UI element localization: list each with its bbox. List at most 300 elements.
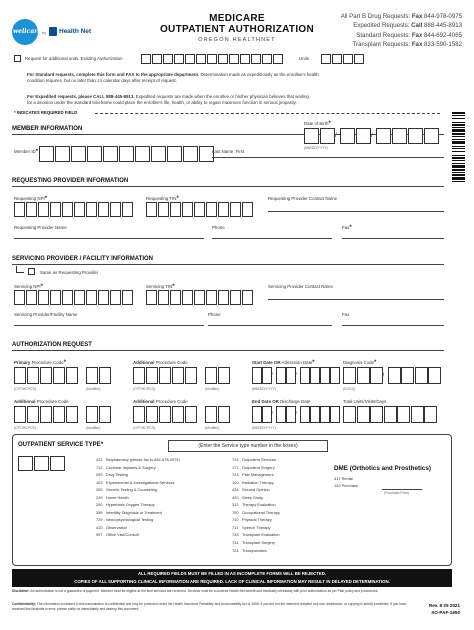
requesting-contact-label: Requesting Provider Contact Name — [268, 196, 338, 201]
input-box[interactable] — [167, 146, 182, 162]
input-box[interactable] — [310, 406, 320, 423]
service-code: 249 — [96, 494, 103, 500]
input-box[interactable] — [388, 367, 401, 384]
end-date-label: End Date OR Discharge Date — [252, 399, 311, 404]
input-box[interactable] — [230, 202, 241, 217]
service-code: 100 — [232, 479, 239, 485]
service-type-item — [232, 456, 280, 464]
input-box[interactable] — [376, 128, 391, 144]
service-label: Transplant Evaluation — [242, 532, 280, 538]
input-box[interactable] — [66, 367, 78, 384]
servicing-phone-line[interactable] — [208, 325, 332, 326]
service-code: 710 — [232, 517, 239, 523]
service-type-column-2 — [232, 456, 280, 554]
input-box[interactable] — [240, 54, 250, 64]
barcode-bar — [452, 133, 465, 135]
separator-slash: / — [371, 133, 373, 139]
disclaimer: Disclaimer: An authorization is not a guarantee of payment. Member must be eligible at the time services are rendered. Services must be a covered Health Net benefit and medically necessary with prior authorization as per Plan policy and procedures. — [12, 589, 379, 593]
service-type-title: OUTPATIENT SERVICE TYPE* — [18, 442, 104, 448]
requesting-underline — [12, 186, 444, 187]
service-code: 723 — [232, 472, 239, 478]
additional-procedure-label-3: Additional Procedure Code — [133, 399, 188, 404]
service-type-item — [96, 501, 180, 509]
service-label: Home Health — [106, 494, 129, 500]
service-code: 428 — [232, 487, 239, 493]
input-box[interactable] — [14, 202, 25, 217]
service-label: Office Visit/Consult — [106, 532, 139, 538]
input-box[interactable] — [304, 128, 319, 144]
input-box[interactable] — [152, 54, 162, 64]
input-box[interactable] — [38, 202, 49, 217]
total-units-label: Total Units/Visits/Days — [343, 399, 387, 404]
input-box[interactable] — [330, 406, 340, 423]
servicing-underline — [12, 264, 444, 265]
input-box[interactable] — [205, 406, 217, 423]
service-code: 422 — [96, 457, 103, 462]
input-box[interactable] — [159, 367, 171, 384]
input-box[interactable] — [34, 456, 49, 471]
service-code: 420 — [232, 494, 239, 500]
input-box[interactable] — [172, 367, 184, 384]
input-box[interactable] — [151, 146, 166, 162]
service-type-item — [96, 524, 180, 532]
hint-cpt-4: (CPT/HCPCS) — [133, 426, 155, 430]
input-box[interactable] — [194, 290, 205, 305]
logo-by: by — [42, 30, 47, 35]
service-label: Second Opinion — [242, 487, 270, 493]
input-box[interactable] — [87, 146, 102, 162]
separator-slash: / — [335, 133, 337, 139]
input-box[interactable] — [300, 406, 310, 423]
title-medicare: MEDICARE — [209, 13, 265, 24]
input-box[interactable] — [384, 406, 397, 423]
input-box[interactable] — [71, 146, 86, 162]
service-type-item — [232, 479, 280, 487]
service-label: Physical Therapy — [242, 517, 272, 523]
input-box[interactable] — [276, 406, 286, 423]
input-box[interactable] — [415, 367, 428, 384]
input-box[interactable] — [110, 290, 121, 305]
input-box[interactable] — [133, 406, 145, 423]
input-box[interactable] — [14, 406, 26, 423]
auth-underline — [12, 350, 444, 351]
input-box[interactable] — [428, 367, 441, 384]
input-box[interactable] — [38, 290, 49, 305]
input-box[interactable] — [98, 202, 109, 217]
requesting-contact-line[interactable] — [268, 211, 444, 212]
service-type-item — [232, 501, 280, 509]
input-box[interactable] — [183, 146, 198, 162]
servicing-contact-line[interactable] — [268, 299, 444, 300]
barcode-bar — [452, 169, 465, 171]
additional-procedure-label-1: Additional Procedure Code — [133, 360, 188, 365]
input-box[interactable] — [252, 367, 262, 384]
barcode-bar — [452, 160, 465, 161]
input-box[interactable] — [207, 54, 217, 64]
service-code: 729 — [96, 517, 103, 523]
additional-procedure-label-2: Additional Procedure Code — [14, 399, 69, 404]
barcode — [452, 112, 465, 212]
additional-units-label: Request for additional units. Existing Authorization — [25, 56, 123, 61]
input-box[interactable] — [158, 290, 169, 305]
input-box[interactable] — [163, 54, 173, 64]
input-box[interactable] — [86, 202, 97, 217]
corner-arrow-icon — [16, 266, 24, 273]
input-box[interactable] — [230, 290, 241, 305]
separator-slash: / — [295, 372, 297, 379]
barcode-bar — [452, 124, 465, 126]
input-box[interactable] — [133, 367, 145, 384]
contact-list — [341, 12, 462, 50]
form-title — [157, 13, 317, 43]
input-box[interactable] — [103, 146, 118, 162]
last-first-label: Last Name, First — [212, 149, 245, 154]
barcode-bar — [452, 122, 465, 123]
separator-slash: / — [295, 411, 297, 418]
barcode-bar — [452, 139, 465, 140]
service-label: Cochlear Implants & Surgery — [106, 464, 156, 470]
service-label: Sleep Study — [242, 494, 263, 500]
service-type-item — [232, 531, 280, 539]
service-type-item — [96, 479, 180, 487]
requesting-section-title: REQUESTING PROVIDER INFORMATION — [12, 178, 129, 184]
input-box[interactable] — [194, 202, 205, 217]
service-label: Drug Testing — [106, 472, 128, 478]
service-type-item — [96, 471, 180, 479]
input-box[interactable] — [50, 202, 61, 217]
service-code: 724 — [232, 457, 239, 462]
input-box[interactable] — [146, 367, 158, 384]
input-box[interactable] — [320, 406, 330, 423]
input-box[interactable] — [40, 406, 52, 423]
service-code: 410 — [96, 524, 103, 530]
input-box[interactable] — [300, 367, 310, 384]
input-box[interactable] — [252, 406, 262, 423]
input-box[interactable] — [62, 290, 73, 305]
service-type-item — [96, 464, 180, 472]
input-box[interactable] — [170, 290, 181, 305]
service-code: 733 — [232, 532, 239, 538]
service-type-item — [96, 531, 180, 539]
input-box[interactable] — [50, 456, 65, 471]
input-box[interactable] — [14, 290, 25, 305]
service-label: Hyperbaric Oxygen Therapy — [106, 502, 155, 508]
barcode-bar — [452, 136, 465, 137]
member-name-line[interactable] — [212, 157, 444, 158]
input-box[interactable] — [273, 54, 283, 64]
input-box[interactable] — [146, 202, 157, 217]
service-label: Radiation Therapy — [242, 479, 274, 485]
input-box[interactable] — [170, 202, 181, 217]
servicing-fax-label: Fax — [342, 312, 350, 317]
hint-cpt-1: (CPT/HCPCS) — [14, 387, 36, 391]
contact-partb: All Part B Drug Requests: Fax 844-978-0975 — [340, 13, 462, 20]
input-box[interactable] — [110, 202, 121, 217]
input-box[interactable] — [397, 406, 410, 423]
barcode-bar — [452, 146, 465, 147]
input-box[interactable] — [218, 290, 229, 305]
input-box[interactable] — [321, 54, 331, 64]
service-label: Observation — [106, 524, 127, 530]
input-box[interactable] — [424, 128, 439, 144]
input-box[interactable] — [262, 54, 272, 64]
input-box[interactable] — [50, 290, 61, 305]
member-section-title: MEMBER INFORMATION — [12, 126, 83, 132]
service-label: Genetic Testing & Counseling — [106, 487, 157, 493]
input-box[interactable] — [408, 128, 423, 144]
hint-date-1: (MM/DD/YYYY) — [252, 387, 276, 391]
service-type-item — [232, 516, 280, 524]
input-box[interactable] — [62, 202, 73, 217]
dme-title: DME (Orthotics and Prosthetics) — [334, 465, 431, 472]
service-type-item — [232, 539, 280, 547]
input-box[interactable] — [99, 367, 111, 384]
input-box[interactable] — [218, 54, 228, 64]
input-box[interactable] — [320, 128, 335, 144]
service-type-item — [232, 509, 280, 517]
servicing-tin-label: Servicing TIN* — [146, 284, 175, 290]
barcode-bar — [452, 172, 465, 173]
service-label: Therapy Evaluation — [242, 502, 276, 508]
input-box[interactable] — [356, 128, 371, 144]
input-box[interactable] — [185, 406, 197, 423]
input-box[interactable] — [370, 367, 383, 384]
separator-slash: / — [271, 372, 273, 379]
barcode-bar — [452, 157, 465, 159]
input-box[interactable] — [135, 146, 150, 162]
same-as-requesting-label: Same as Requesting Provider — [40, 270, 99, 275]
barcode-bar — [452, 155, 465, 156]
input-box[interactable] — [172, 406, 184, 423]
healthnet-logo-icon — [49, 27, 57, 36]
barcode-bar — [452, 141, 465, 144]
requesting-phone-line[interactable] — [212, 238, 332, 239]
member-id-label: Member ID* — [14, 149, 39, 155]
expedited-instructions: For Expedited requests, please CALL 888-445-8913. Expedited requests are made when the enrollee or his/her physician believes that waiting for a decision under the standard timeframe could place the enrollee's life, health, or ability to regain maximum function in serious jeopardy. — [27, 94, 309, 106]
auth-section-title: AUTHORIZATION REQUEST — [12, 342, 92, 348]
healthnet-logo-text: Health Net — [59, 28, 92, 35]
footer-bar — [12, 569, 452, 587]
input-box[interactable] — [392, 128, 407, 144]
input-box[interactable] — [146, 406, 158, 423]
required-divider — [95, 113, 440, 114]
input-box[interactable] — [343, 367, 356, 384]
requesting-tin-label: Requesting TIN* — [146, 196, 179, 202]
input-box[interactable] — [218, 406, 230, 423]
service-code: 355 — [96, 509, 103, 515]
servicing-phone-label: Phone — [208, 312, 221, 317]
requesting-name-line[interactable] — [14, 238, 204, 239]
input-box[interactable] — [206, 290, 217, 305]
input-box[interactable] — [122, 290, 133, 305]
input-box[interactable] — [340, 128, 355, 144]
input-box[interactable] — [27, 406, 39, 423]
input-box[interactable] — [242, 202, 253, 217]
start-date-label: Start Date OR Admission Date* — [252, 360, 315, 366]
input-box[interactable] — [74, 290, 85, 305]
input-box[interactable] — [218, 367, 230, 384]
input-box[interactable] — [343, 406, 356, 423]
service-code: 290 — [96, 502, 103, 508]
servicing-npi-label: Servicing NPI* — [14, 284, 43, 290]
input-box[interactable] — [74, 202, 85, 217]
requesting-npi-label: Requesting NPI* — [14, 196, 48, 202]
separator-slash: / — [382, 372, 385, 379]
dob-label: Date of Birth* — [304, 121, 331, 127]
barcode-bar — [452, 148, 465, 149]
service-label: Outpatient Surgery — [242, 464, 275, 470]
service-label: Transplant Surgery — [242, 540, 275, 546]
service-code: 312 — [232, 502, 239, 508]
servicing-facility-label: Servicing Provider/Facility Name — [14, 312, 78, 317]
input-box[interactable] — [53, 406, 65, 423]
hint-modifier-4: (Modifier) — [205, 426, 220, 430]
confidentiality: Confidentiality: The information contained in this transmission is confidential and may be protected under the Health Insurance Portability and Accountability Act of 1996. If you are not the intended recipient any use, distribution, or copying is strictly prohibited. If you have received this facsimile in error, please notify us immediately and destroy this document. — [12, 602, 407, 611]
input-box[interactable] — [330, 367, 340, 384]
input-box[interactable] — [119, 146, 134, 162]
service-type-item — [232, 494, 280, 502]
input-box[interactable] — [86, 290, 97, 305]
service-code: 299 — [96, 472, 103, 478]
hint-modifier-1: (Modifier) — [86, 387, 101, 391]
input-box[interactable] — [205, 367, 217, 384]
service-code: 700 — [232, 509, 239, 515]
standard-instructions: For Standard requests, complete this form and FAX to the appropriate department. Determination made as expeditiously as the enrollee's health condition requires, but no later than 14 calendar days after receipt of request. — [27, 72, 319, 84]
service-label: Neuropsychological Testing — [106, 517, 154, 523]
additional-units-checkbox[interactable] — [14, 55, 21, 62]
input-box[interactable] — [242, 290, 253, 305]
input-box[interactable] — [122, 202, 133, 217]
input-box[interactable] — [86, 367, 98, 384]
servicing-contact-label: Servicing Provider Contact Name — [268, 284, 333, 289]
input-box[interactable] — [218, 202, 229, 217]
service-type-item — [232, 547, 280, 555]
dme-purchase-price-line[interactable] — [382, 489, 422, 490]
input-box[interactable] — [424, 406, 437, 423]
service-label: Pain Management — [242, 472, 274, 478]
input-box[interactable] — [185, 54, 195, 64]
servicing-fax-line[interactable] — [342, 325, 444, 326]
input-box[interactable] — [158, 202, 169, 217]
servicing-facility-line[interactable] — [14, 325, 204, 326]
service-label: Transportation — [242, 547, 267, 553]
input-box[interactable] — [159, 406, 171, 423]
input-box[interactable] — [26, 290, 37, 305]
input-box[interactable] — [206, 202, 217, 217]
diagnosis-label: Diagnosis Code* — [343, 360, 377, 366]
input-box[interactable] — [66, 406, 78, 423]
input-box[interactable] — [55, 146, 70, 162]
dme-rental: 417 Rental — [334, 476, 353, 481]
footer-bar-line2: COPIES OF ALL SUPPORTING CLINICAL INFORMATION ARE REQUIRED. LACK OF CLINICAL INFORMATION MAY RESULT IN DELAYED DETERMINATION. — [74, 579, 390, 584]
input-box[interactable] — [86, 406, 98, 423]
service-type-column-1 — [96, 456, 180, 539]
barcode-bar — [452, 129, 465, 132]
input-box[interactable] — [39, 146, 54, 162]
service-label: Outpatient Services — [242, 457, 276, 462]
service-code: 724 — [232, 547, 239, 553]
same-as-requesting-checkbox[interactable] — [28, 268, 35, 275]
hint-modifier-2: (Modifier) — [205, 387, 220, 391]
service-code: 734 — [232, 540, 239, 546]
requesting-fax-line[interactable] — [342, 238, 444, 239]
barcode-bar — [452, 181, 465, 182]
input-box[interactable] — [27, 367, 39, 384]
barcode-bar — [452, 165, 465, 168]
barcode-bar — [452, 115, 465, 116]
form-id: XO-PAF-1650 — [431, 610, 460, 615]
input-box[interactable] — [354, 54, 364, 64]
input-box[interactable] — [357, 367, 370, 384]
input-box[interactable] — [14, 367, 26, 384]
service-code: 171 — [232, 464, 239, 470]
barcode-bar — [452, 118, 465, 119]
service-type-item — [96, 509, 180, 517]
input-box[interactable] — [276, 367, 286, 384]
input-box[interactable] — [332, 54, 342, 64]
input-box[interactable] — [182, 202, 193, 217]
input-box[interactable] — [196, 54, 206, 64]
input-box[interactable] — [185, 367, 197, 384]
requesting-name-label: Requesting Provider Name — [14, 225, 67, 230]
input-box[interactable] — [310, 367, 320, 384]
barcode-bar — [452, 163, 465, 164]
dme-purchase: 120 Purchase — [334, 483, 359, 488]
service-label: Occupational Therapy — [242, 509, 280, 515]
input-box[interactable] — [411, 406, 424, 423]
title-outpatient: OUTPATIENT AUTHORIZATION — [159, 24, 315, 35]
input-box[interactable] — [320, 367, 330, 384]
input-box[interactable] — [18, 456, 33, 471]
service-type-item — [232, 464, 280, 472]
hint-date-2: (MM/DD/YYYY) — [252, 426, 276, 430]
revision-date: Rev. 8 25 2021 — [428, 603, 460, 608]
title-state: OREGON HEALTHNET — [198, 37, 276, 43]
service-type-item — [96, 516, 180, 524]
service-label: Experimental & Investigational Services — [106, 479, 175, 485]
barcode-bar — [452, 127, 465, 128]
service-code: 997 — [96, 532, 103, 538]
footer-bar-line1: ALL REQUIRED FIELDS MUST BE FILLED IN AS INCOMPLETE FORMS WILL BE REJECTED. — [137, 571, 327, 576]
input-box[interactable] — [229, 54, 239, 64]
barcode-bar — [452, 177, 465, 180]
input-box[interactable] — [343, 54, 353, 64]
input-box[interactable] — [182, 290, 193, 305]
service-label: Biopharmacy (please fax to 844-978-0975) — [106, 457, 180, 462]
service-type-item — [232, 524, 280, 532]
required-note: * INDICATES REQUIRED FIELD — [14, 110, 78, 115]
input-box[interactable] — [141, 54, 151, 64]
input-box[interactable] — [26, 202, 37, 217]
input-box[interactable] — [370, 406, 383, 423]
barcode-bar — [452, 112, 465, 114]
input-box[interactable] — [357, 406, 370, 423]
input-box[interactable] — [40, 367, 52, 384]
hint-cpt-3: (CPT/HCPCS) — [14, 426, 36, 430]
servicing-section-title: SERVICING PROVIDER / FACILITY INFORMATION — [12, 256, 154, 262]
primary-procedure-label: Primary Procedure Code* — [14, 360, 66, 366]
input-box[interactable] — [401, 367, 414, 384]
input-box[interactable] — [251, 54, 261, 64]
requesting-fax-label: Fax* — [342, 225, 352, 231]
input-box[interactable] — [146, 290, 157, 305]
input-box[interactable] — [174, 54, 184, 64]
input-box[interactable] — [98, 290, 109, 305]
input-box[interactable] — [53, 367, 65, 384]
contact-standard: Standard Requests: Fax 844-692-4065 — [356, 31, 462, 39]
input-box[interactable] — [99, 406, 111, 423]
separator-slash: / — [271, 411, 273, 418]
